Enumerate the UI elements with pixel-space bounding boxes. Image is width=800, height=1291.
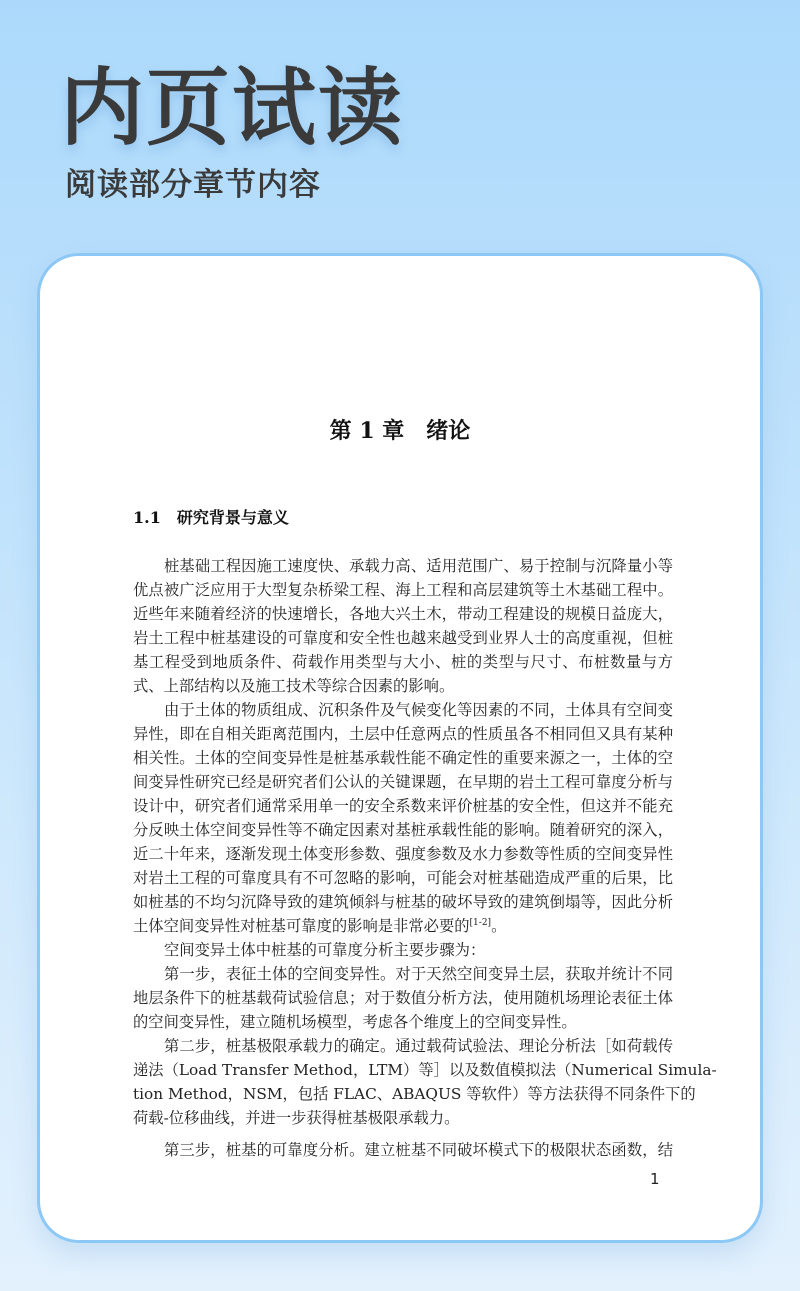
text-line: 岩土工程中桩基建设的可靠度和安全性也越来越受到业界人士的高度重视，但桩: [133, 629, 673, 647]
text-line: 第二步，桩基极限承载力的确定。通过载荷试验法、理论分析法［如荷载传: [164, 1037, 673, 1055]
citation: [1-2]: [469, 918, 492, 928]
text-line: 相关性。土体的空间变异性是桩基承载性能不确定性的重要来源之一，土体的空: [133, 749, 673, 767]
chapter-title: 第 1 章 绪论: [329, 418, 471, 444]
text-line: 荷载-位移曲线，并进一步获得桩基极限承载力。: [133, 1109, 460, 1127]
text-line: 式、上部结构以及施工技术等综合因素的影响。: [133, 677, 455, 695]
paragraph: [133, 698, 673, 938]
text-line: 分反映土体空间变异性等不确定因素对基桩承载性能的影响。随着研究的深入，: [133, 821, 673, 839]
text-line: 近二十年来，逐渐发现土体变形参数、强度参数及水力参数等性质的空间变异性: [133, 845, 673, 863]
text-line: 桩基础工程因施工速度快、承载力高、适用范围广、易于控制与沉降量小等: [164, 557, 673, 575]
paragraph: [133, 938, 673, 962]
text-line: 异性，即在自相关距离范围内，土层中任意两点的性质虽各不相同但又具有某种: [133, 725, 673, 743]
punctuation: 。: [491, 917, 507, 935]
text-line: 第一步，表征土体的空间变异性。对于天然空间变异土层，获取并统计不同: [164, 965, 673, 983]
body-text: [133, 554, 717, 1162]
text-line: 递法（Load Transfer Method，LTM）等］以及数值模拟法（Numerical Simula-: [133, 1061, 717, 1079]
text-line: 由于土体的物质组成、沉积条件及气候变化等因素的不同，土体具有空间变: [164, 701, 673, 719]
text-line: 的空间变异性，建立随机场模型，考虑各个维度上的空间变异性。: [133, 1013, 577, 1031]
page-number: 1: [650, 1170, 660, 1188]
text-line: 如桩基的不均匀沉降导致的建筑倾斜与桩基的破坏导致的建筑倒塌等，因此分析: [133, 893, 673, 911]
text-line: 基工程受到地质条件、荷载作用类型与大小、桩的类型与尺寸、布桩数量与方: [133, 653, 673, 671]
text-line: 设计中，研究者们通常采用单一的安全系数来评价桩基的安全性，但这并不能充: [133, 797, 673, 815]
hero-title: 内页试读: [60, 59, 405, 157]
text-line: 空间变异土体中桩基的可靠度分析主要步骤为：: [164, 941, 486, 959]
section-title: 1.1 研究背景与意义: [133, 508, 289, 527]
paragraph: [133, 962, 673, 1034]
text-line: 对岩土工程的可靠度具有不可忽略的影响，可能会对桩基础造成严重的后果，比: [133, 869, 673, 887]
hero-subtitle: 阅读部分章节内容: [65, 167, 321, 203]
text-line: 优点被广泛应用于大型复杂桥梁工程、海上工程和高层建筑等土木基础工程中。: [133, 581, 673, 599]
text-line: 地层条件下的桩基载荷试验信息；对于数值分析方法，使用随机场理论表征土体: [133, 989, 673, 1007]
paragraph: [133, 1138, 673, 1162]
text-line: 土体空间变异性对桩基可靠度的影响是非常必要的[1-2]。: [133, 917, 507, 935]
text-line: 间变异性研究已经是研究者们公认的关键课题，在早期的岩土工程可靠度分析与: [133, 773, 673, 791]
text-line: tion Method，NSM，包括 FLAC、ABAQUS 等软件）等方法获得不同条件下的: [133, 1085, 696, 1103]
text-line: 近些年来随着经济的快速增长，各地大兴土木，带动工程建设的规模日益庞大，: [133, 605, 673, 623]
text-line: 第三步，桩基的可靠度分析。建立桩基不同破坏模式下的极限状态函数，结: [164, 1141, 673, 1159]
paragraph: [133, 1034, 717, 1130]
paragraph: [133, 554, 673, 698]
